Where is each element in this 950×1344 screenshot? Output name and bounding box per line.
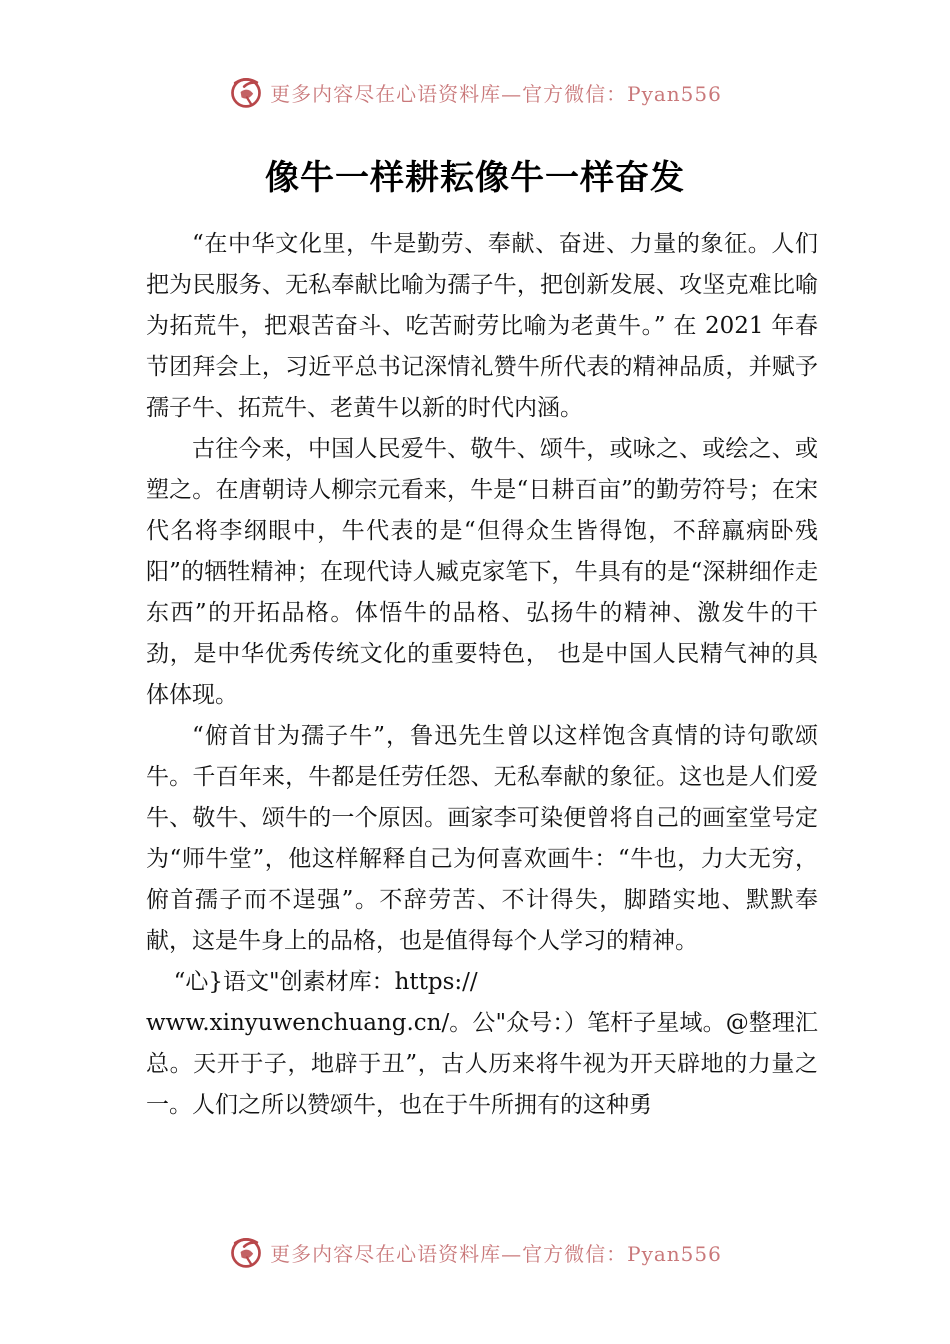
footer-banner bbox=[0, 1232, 950, 1272]
paragraph-1: “在中华文化里，牛是勤劳、奉献、奋进、力量的象征。人们把为民服务、无私奉献比喻为孺子牛，把创新发展、攻坚克难比喻为拓荒牛，把艰苦奋斗、吃苦耐劳比喻为老黄牛。” 在 2021 年春节团拜会上，习近平总书记深情礼赞牛所代表的精神品质，并赋予孺子牛、拓荒牛、老黄牛以新的时代内涵。 bbox=[146, 231, 818, 421]
header-banner bbox=[0, 72, 950, 112]
paragraph-3: “俯首甘为孺子牛”，鲁迅先生曾以这样饱含真情的诗句歌颂牛。千百年来，牛都是任劳任怨、无私奉献的象征。这也是人们爱牛、敬牛、颂牛的一个原因。画家李可染便曾将自己的画室堂号定为“师牛堂”，他这样解释自己为何喜欢画牛：“牛也，力大无穷，俯首孺子而不逞强”。不辞劳苦、不计得失，脚踏实地、默默奉献，这是牛身上的品格，也是值得每个人学习的精神。 bbox=[146, 723, 818, 954]
paragraph-4-rest: www.xinyuwenchuang.cn/。公"众号：）笔杆子星域。@整理汇总。天开于子，地辟于丑”，古人历来将牛视为开天辟地的力量之一。人们之所以赞颂牛，也在于牛所拥有的这种勇 bbox=[146, 1010, 818, 1118]
document-title: 像牛一样耕耘像牛一样奋发 bbox=[265, 158, 685, 198]
banner-text: 更多内容尽在心语资料库—官方微信：Pyan556 bbox=[270, 81, 722, 106]
paragraph-4-lead: “心}语文"创素材库：https:// bbox=[173, 969, 478, 995]
paragraph-4 bbox=[146, 962, 818, 1126]
ox-horn-swirl-logo-icon bbox=[228, 1234, 264, 1270]
ox-horn-swirl-logo-icon bbox=[228, 74, 264, 110]
paragraph-2: 古往今来，中国人民爱牛、敬牛、颂牛，或咏之、或绘之、或塑之。在唐朝诗人柳宗元看来，牛是“日耕百亩”的勤劳符号；在宋代名将李纲眼中，牛代表的是“但得众生皆得饱，不辞羸病卧残阳”的牺牲精神；在现代诗人臧克家笔下，牛具有的是“深耕细作走东西”的开拓品格。体悟牛的品格、弘扬牛的精神、激发牛的干劲，是中华优秀传统文化的重要特色， 也是中国人民精气神的具体体现。 bbox=[146, 436, 818, 708]
document-body bbox=[146, 224, 818, 1126]
footer-banner-text: 更多内容尽在心语资料库—官方微信：Pyan556 bbox=[270, 1241, 722, 1266]
